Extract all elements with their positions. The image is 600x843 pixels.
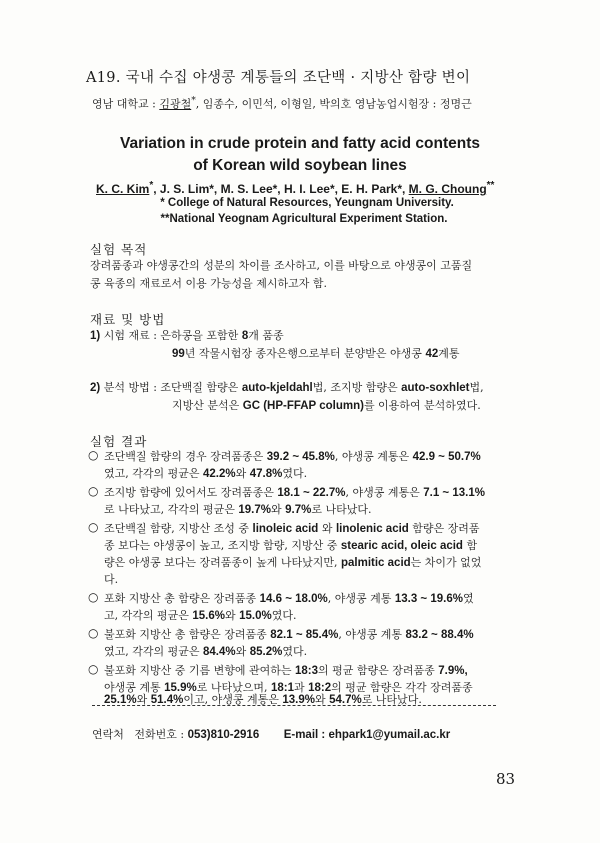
text: , 야생콩 계통은	[345, 486, 424, 499]
text: 로 나타났다.	[361, 693, 422, 706]
value: 42.9 ~ 50.7%	[412, 451, 481, 463]
value: 19.7%	[238, 504, 271, 516]
bullet-icon: ○	[88, 520, 99, 534]
text: 였다.	[271, 609, 297, 622]
result-4-line-1	[104, 591, 474, 607]
text: , 야생콩 계통은	[334, 450, 413, 463]
bullet-icon: ○	[88, 662, 99, 676]
text: 조단백질 함량, 지방산 조성 중	[104, 522, 253, 535]
value: 18:1	[270, 682, 295, 694]
text: 고, 각각의 평균은	[104, 609, 193, 622]
authors-kr-lead: 김광철	[159, 97, 192, 111]
value: auto-soxhlet	[401, 382, 470, 394]
value: 13.3 ~ 19.6%	[394, 593, 463, 605]
value: 42.2%	[203, 468, 236, 480]
result-3-line-2	[104, 538, 477, 554]
value: 15.0%	[239, 610, 272, 622]
materials-item-2-line-2	[172, 398, 481, 414]
value: 15.6%	[192, 610, 225, 622]
value: linolenic acid	[335, 523, 409, 535]
value: 42	[425, 348, 439, 360]
text: 분석 방법 : 조단백질 함량은	[103, 381, 242, 394]
result-1-line-1	[104, 449, 481, 465]
value: 83.2 ~ 88.4%	[405, 629, 474, 641]
text: 조지방 함량에 있어서도 장려품종은	[104, 486, 278, 499]
text: 의 평균 함량은 장려품종	[318, 664, 439, 677]
affiliation-1: * College of Natural Resources, Yeungnam University.	[160, 197, 454, 209]
text: 함량은 장려품	[408, 522, 480, 535]
text: 불포화 지방산 중 기름 변향에 관여하는	[104, 664, 295, 677]
text: 와	[235, 467, 250, 480]
text: , 야생콩 계통	[338, 628, 406, 641]
text: , 야생콩 계통	[327, 592, 395, 605]
english-title-line-1: Variation in crude protein and fatty acid contents	[119, 135, 480, 152]
text: 법,	[469, 381, 484, 394]
korean-title: A19. 국내 수집 야생콩 계통들의 조단백 · 지방산 함량 변이	[86, 70, 471, 86]
materials-item-2-line-1	[90, 380, 484, 396]
value: 82.1 ~ 85.4%	[270, 629, 339, 641]
value: 39.2 ~ 45.8%	[266, 451, 335, 463]
dashed-divider	[92, 705, 496, 706]
value: 15.9%	[164, 682, 197, 694]
value: 99	[172, 348, 185, 360]
authors-en-rest: , J. S. Lim*, M. S. Lee*, H. I. Lee*, E. H. Park*,	[153, 182, 409, 196]
materials-item-1-line-1	[90, 328, 284, 344]
text: 포화 지방산 총 함량은 장려품종	[104, 592, 260, 605]
text: 량은 야생콩 보다는 장려품종이 높게 나타났지만,	[104, 556, 341, 569]
text: 였고, 각각의 평균은	[104, 467, 203, 480]
text: 와	[136, 693, 151, 706]
text: 개 품종	[248, 329, 284, 342]
value: 25.1%	[104, 694, 137, 706]
section-heading-results: 실험 결과	[90, 434, 148, 449]
text: 로 나타났고, 각각의 평균은	[104, 503, 239, 516]
text: 법, 조지방 함량은	[312, 381, 402, 394]
value: 47.8%	[249, 468, 283, 480]
text: 였	[462, 592, 474, 605]
text: 시험 재료 : 은하콩을 포함한	[103, 329, 242, 342]
authors-kr-rest: , 임종수, 이민석, 이형일, 박의호 영남농업시험장 : 정명근	[195, 97, 472, 111]
bullet-icon: ○	[88, 448, 99, 462]
purpose-line-2: 콩 육종의 재료로서 이용 가능성을 제시하고자 함.	[90, 277, 327, 290]
value: 18:2	[308, 682, 332, 694]
text: 년 작물시험장 종자은행으로부터 분양받은 야생콩	[184, 347, 426, 360]
value: 7.1 ~ 13.1%	[423, 487, 485, 499]
value: 85.2%	[249, 646, 283, 658]
text: 는 차이가 없었	[410, 556, 482, 569]
affiliation-2: **National Yeognam Agricultural Experiment Station.	[160, 213, 448, 225]
result-2-line-2	[104, 502, 371, 518]
materials-item-1-line-2	[172, 346, 460, 362]
text: 로 나타났으며,	[196, 681, 271, 694]
text: 와	[270, 503, 286, 516]
result-3-line-4: 다.	[104, 573, 119, 586]
contact-label: 연락처	[92, 728, 124, 741]
item-number: 2)	[90, 382, 101, 394]
result-3-line-1	[104, 521, 480, 537]
value: 18:3	[295, 665, 319, 677]
bullet-icon: ○	[88, 590, 99, 604]
item-number: 1)	[90, 330, 101, 342]
result-5-line-1	[104, 627, 474, 643]
text: 의 평균 함량은 각각 장려품종	[331, 681, 473, 694]
authors-en-lead-mark: *	[149, 180, 154, 191]
value: 84.4%	[203, 646, 236, 658]
text: 불포화 지방산 총 함량은 장려품종	[104, 628, 271, 641]
email-address: ehpark1@yumail.ac.kr	[328, 729, 451, 741]
value: GC (HP-FFAP column)	[242, 400, 364, 412]
bullet-icon: ○	[88, 484, 99, 498]
page-number: 83	[496, 770, 516, 788]
email-label: E-mail :	[283, 729, 329, 741]
text: 였고, 각각의 평균은	[104, 645, 203, 658]
text: 함	[462, 539, 478, 552]
text: 로 나타났다.	[311, 503, 372, 516]
result-1-line-2	[104, 466, 307, 482]
result-2-line-1	[104, 485, 485, 501]
authors-en-last: M. G. Choung	[408, 182, 487, 196]
value: 14.6 ~ 18.0%	[259, 593, 328, 605]
korean-authors	[92, 95, 472, 112]
english-authors	[96, 180, 494, 196]
phone-number: 053)810-2916	[187, 729, 260, 741]
section-heading-materials: 재료 및 방법	[90, 312, 166, 327]
text: 조단백질 함량의 경우 장려품종은	[104, 450, 267, 463]
result-5-line-2	[104, 644, 307, 660]
text: 와	[224, 609, 240, 622]
bullet-icon: ○	[88, 626, 99, 640]
text: 야생콩 계통	[104, 681, 165, 694]
phone-label: 전화번호 :	[134, 728, 188, 741]
text: 계통	[438, 347, 460, 360]
value: palmitic acid	[341, 557, 411, 569]
section-heading-purpose: 실험 목적	[90, 242, 148, 257]
value: 51.4%	[150, 694, 184, 706]
text: 와	[318, 522, 336, 535]
result-4-line-2	[104, 608, 296, 624]
value: linoleic acid	[252, 523, 319, 535]
text: 를 이용하여 분석하였다.	[363, 399, 481, 412]
purpose-line-1: 장려품종과 야생콩간의 성분의 차이를 조사하고, 이를 바탕으로 야생콩이 고품질	[90, 259, 473, 272]
value: auto-kjeldahl	[241, 382, 313, 394]
authors-en-last-mark: **	[486, 180, 495, 191]
text: 였다.	[282, 467, 308, 480]
value: 18.1 ~ 22.7%	[277, 487, 346, 499]
result-6-line-1	[104, 663, 468, 679]
contact-line	[92, 726, 450, 742]
authors-kr-prefix: 영남 대학교 :	[92, 97, 160, 111]
value: 13.9%	[282, 694, 315, 706]
text: 와	[235, 645, 250, 658]
value: 54.7%	[329, 694, 362, 706]
text: 종 보다는 야생콩이 높고, 조지방 함량, 지방산 중	[104, 539, 341, 552]
text: 지방산 분석은	[172, 399, 243, 412]
authors-kr-mark: *	[191, 95, 196, 106]
text: 와	[314, 693, 330, 706]
text: 이고, 야생콩 계통은	[183, 693, 283, 706]
text: 과	[294, 681, 309, 694]
value: 8	[241, 330, 249, 342]
authors-en-lead: K. C. Kim	[96, 182, 150, 196]
english-title-line-2: of Korean wild soybean lines	[193, 157, 407, 174]
value: 7.9%,	[438, 665, 468, 677]
value: stearic acid, oleic acid	[340, 540, 463, 552]
text: 였다.	[282, 645, 308, 658]
value: 9.7%	[285, 504, 312, 516]
result-3-line-3	[104, 555, 481, 571]
